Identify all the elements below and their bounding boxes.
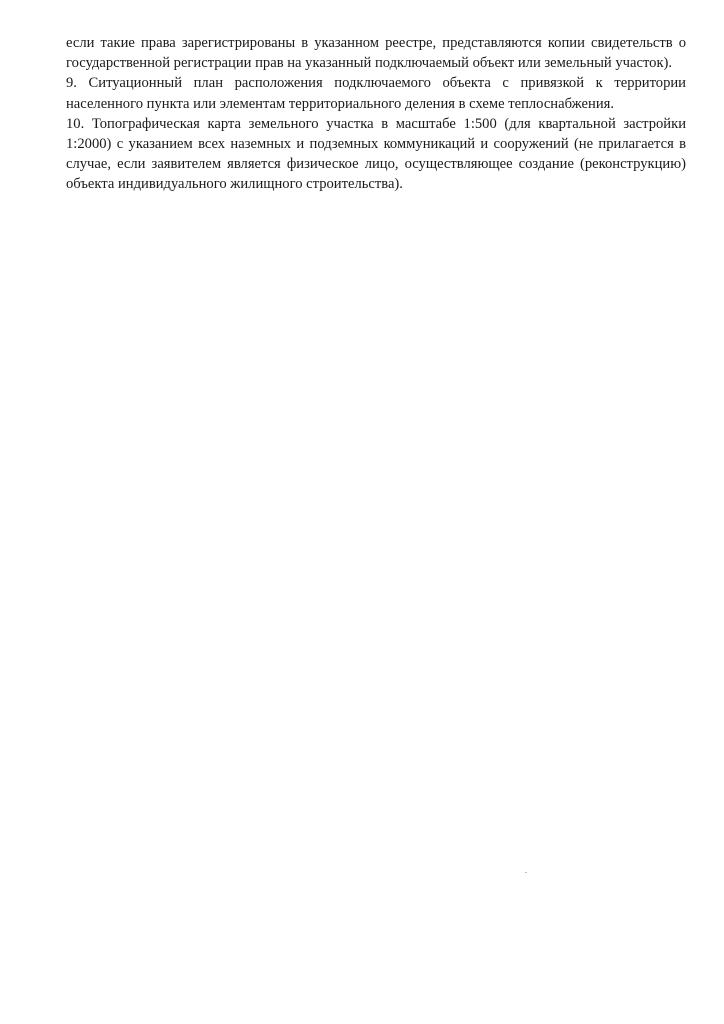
scan-artifact [525, 872, 527, 873]
paragraph-continuation: если такие права зарегистрированы в указанном реестре, представляются копии свидетельств о государственной регистрации прав на указанный подключаемый объект или земельный участок). [66, 35, 686, 72]
document-body [66, 33, 686, 195]
paragraph-item-9: 9. Ситуационный план расположения подключаемого объекта с привязкой к территории населенного пункта или элементам территориального деления в схеме теплоснабжения. [66, 75, 686, 112]
paragraph-item-10: 10. Топографическая карта земельного участка в масштабе 1:500 (для квартальной застройки 1:2000) с указанием всех наземных и подземных коммуникаций и сооружений (не прилагается в случае, если заявителем является физическое лицо, осуществляющее создание (реконструкцию) объекта индивидуального жилищного строительства). [66, 115, 686, 193]
